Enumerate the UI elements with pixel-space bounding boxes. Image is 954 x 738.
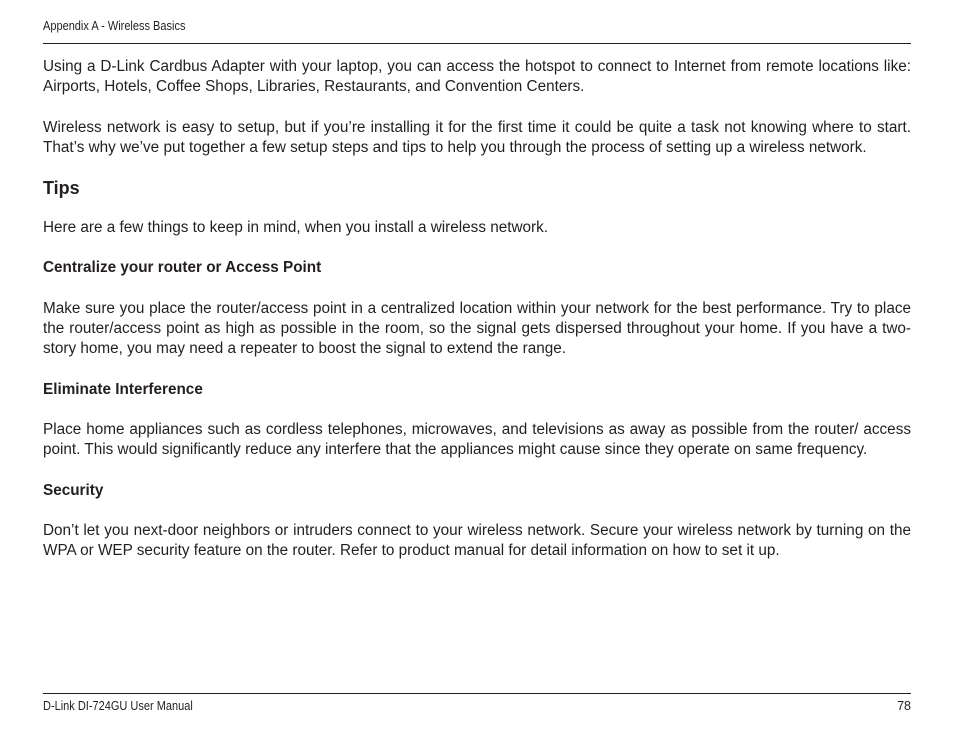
tips-intro: Here are a few things to keep in mind, when you install a wireless network. bbox=[43, 219, 549, 237]
intro-paragraph-2: Wireless network is easy to setup, but if you’re installing it for the first time it could be quite a task not knowing where to start. That’s why we’ve put together a few setup steps and tips to help you through the process of setting up a wireless network. bbox=[43, 118, 911, 156]
section-text-centralize: Make sure you place the router/access point in a centralized location within your network for the best performance. Try to place the router/access point as high as possible in the room, so the signal gets dispersed throughout your home. If you have a two-story home, you may need a repeater to boost the signal to extend the range. bbox=[43, 299, 911, 358]
section-text-security: Don’t let you next-door neighbors or intruders connect to your wireless network. Secure your wireless network by turning on the WPA or WEP security feature on the router. Refer to product manual for detail information on how to set it up. bbox=[43, 521, 911, 560]
intro-paragraph-1: Using a D-Link Cardbus Adapter with your laptop, you can access the hotspot to connect to Internet from remote locations like: Airports, Hotels, Coffee Shops, Libraries, Restaurants, and Convention Centers. bbox=[43, 58, 911, 96]
section-heading-centralize: Centralize your router or Access Point bbox=[43, 259, 322, 277]
footer-manual-title: D-Link DI-724GU User Manual bbox=[43, 699, 193, 713]
page-header-title: Appendix A - Wireless Basics bbox=[43, 19, 186, 33]
section-heading-interference: Eliminate Interference bbox=[43, 380, 203, 398]
footer-divider bbox=[43, 693, 911, 694]
tips-heading: Tips bbox=[43, 178, 80, 199]
section-text-interference: Place home appliances such as cordless telephones, microwaves, and televisions as away as possible from the router/ access point. This would significantly reduce any interfere that the appliances might cause since they operate on same frequency. bbox=[43, 420, 911, 459]
page-content bbox=[43, 57, 911, 561]
section-heading-security: Security bbox=[43, 481, 104, 499]
page-number: 78 bbox=[897, 699, 911, 713]
header-divider bbox=[43, 43, 911, 44]
